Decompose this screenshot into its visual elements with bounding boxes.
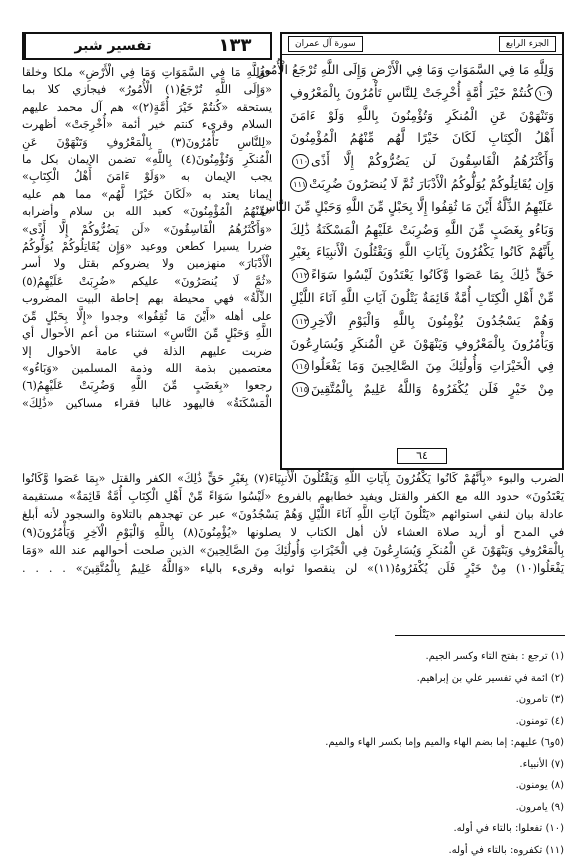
quran-line: وَإِن يُقَاتِلُوكُمْ يُوَلُّوكُمُ الْأَدْبَارَ ثُمَّ لَا يُنصَرُونَ ضُرِبَتْ١١١ [290, 173, 554, 196]
tafsir-line: رجعوا «بِغَضَبٍ مِّنَ اللَّهِ وَضُرِبَتْ عَلَيْهِمُ(٦) [22, 377, 272, 394]
footnote: (٥و٦) عليهم: إما بضم الهاء والميم وإما بكسر الهاء والميم. [22, 732, 564, 754]
tafsir-line: «وَإِلَى اللَّهِ تُرْجَعُ(١) الْأُمُورُ» فيجازي كلا بما [22, 81, 272, 98]
tafsir-line: على أهله «أَيْنَ مَا ثُقِفُوا» وجدوا «إِلَّا بِحَبْلٍ مِّنَ [22, 308, 272, 325]
tafsir-line: في المدح أو أريد صلاة العشاء لأن أهل الكتاب لا يصلونها «يُؤْمِنُونَ(٨) بِاللَّهِ وَالْيَوْمِ الْآخِرِ وَيَأْمُرُونَ(٩) [22, 524, 564, 542]
quran-line: وَلِلَّهِ مَا فِي السَّمَوَاتِ وَمَا فِي الْأَرْضِ وَإِلَى اللَّهِ تُرْجَعُ الْأُمُورُ [290, 59, 554, 82]
quran-line: وَأَكْثَرُهُمُ الْفَاسِقُونَ لَن يَضُرُّوكُمْ إِلَّا أَذًى١١٠ [290, 150, 554, 173]
quran-line: وَتَنْهَوْنَ عَنِ الْمُنكَرِ وَتُؤْمِنُونَ بِاللَّهِ وَلَوْ ءَامَنَ [290, 105, 554, 128]
quran-line: عَلَيْهِمُ الذِّلَّةُ أَيْنَ مَا ثُقِفُوا إِلَّا بِحَبْلٍ مِّنَ اللَّهِ وَحَبْلٍ مِّنَ النَّاسِ [290, 196, 554, 219]
ayah-marker: ١١٣ [292, 314, 309, 329]
tafsir-line: ضربت عليهم الذلة في عامة الأحوال إلا [22, 343, 272, 360]
tafsir-continuation [22, 470, 564, 578]
footnote: (٣) تامرون. [22, 689, 564, 711]
footnote-divider [395, 635, 565, 636]
surah-label: سورة آل عمران [288, 36, 363, 52]
footnote: (١٠) تفعلوا: بالتاء في أوله. [22, 818, 564, 840]
tafsir-line: ضررا يسيرا كطعن ووعيد «وَإِن يُقَاتِلُوكُمْ يُوَلُّوكُمُ [22, 238, 272, 255]
quran-panel [280, 32, 564, 470]
footnote: (٢) ائمة في تفسير علي بن إبراهيم. [22, 668, 564, 690]
page-number: ١٣٣ [200, 34, 270, 58]
tafsir-line: الضرب والبوء «بِأَنَّهُمْ كَانُوا يَكْفُرُونَ بِآيَاتِ اللَّهِ وَيَقْتُلُونَ الْأَنبِيَاءَ(٧) بِغَيْرِ حَقٍّ ذَٰلِكَ» الكفر والقتل «بِمَا عَصَوا وَّكَانُوا [22, 470, 564, 488]
tafsir-line: «ثُمَّ لَا يُنصَرُونَ» عليكم «ضُرِبَتْ عَلَيْهِمُ(٥) [22, 273, 272, 290]
footnote: (١١) تكفروه: بالتاء في أوله. [22, 840, 564, 861]
ayah-marker: ١٠٩ [535, 86, 552, 101]
quran-line: أَهْلُ الْكِتَابِ لَكَانَ خَيْرًا لَّهُم مِّنْهُمُ الْمُؤْمِنُونَ [290, 127, 554, 150]
footnote: (١) ترجع : بفتح التاء وكسر الجيم. [22, 646, 564, 668]
footnote: (٩) يامرون. [22, 797, 564, 819]
page-header [22, 32, 272, 60]
footnote: (٧) الأنبياء. [22, 754, 564, 776]
tafsir-line: يَعْتَدُونَ» حدود الله مع الكفر والقتل ويفيد خطابهم بالفروع «لَيْسُوا سَوَاءً مِّنْ أَهْلِ الْكِتَابِ أُمَّةٌ قَائِمَةٌ» مستقيمة [22, 488, 564, 506]
tafsir-line: يَفْعَلُوا(١٠) مِنْ خَيْرٍ فَلَن يُكْفَرُوهُ(١١)» لن ينقصوا ثوابه وقرىء بالياء «وَاللَّهُ عَلِيمٌ بِالْمُتَّقِينَ» . . . . [22, 560, 564, 578]
quran-line: حَقٍّ ذَٰلِكَ بِمَا عَصَوا وَّكَانُوا يَعْتَدُونَ لَيْسُوا سَوَاءً١١٢ [290, 264, 554, 287]
tafsir-line: بِالْمَعْرُوفِ وَيَنْهَوْنَ عَنِ الْمُنكَرِ وَيُسَارِعُونَ فِي الْخَيْرَاتِ وَأُولَٰئِكَ مِنَ الصَّالِحِينَ» الذين صلحت أحوالهم عند الله «وَمَا [22, 542, 564, 560]
tafsir-line: «مِّنْهُمُ الْمُؤْمِنُونَ» كعبد الله بن سلام وأضرابه [22, 203, 272, 220]
quran-line: وَهُمْ يَسْجُدُونَ يُؤْمِنُونَ بِاللَّهِ وَالْيَوْمِ الْآخِرِ١١٣ [290, 310, 554, 333]
tafsir-line: الْأَدْبَارَ» منهزمين ولا يضروكم بقتل ولا أسر [22, 255, 272, 272]
ayah-marker: ١١٤ [292, 359, 309, 374]
tafsir-line: الذِّلَّةُ» فهي محيطة بهم إحاطة البيت المضروب [22, 290, 272, 307]
tafsir-line: السلام وقرىء كنتم خير أئمة «أُخْرِجَتْ» أظهرت [22, 116, 272, 133]
footnote: (٨) يومنون. [22, 775, 564, 797]
tafsir-line: إيمانا يعتد به «لَكَانَ خَيْرًا لَّهُم» مما هم عليه [22, 186, 272, 203]
ayah-marker: ١١٥ [292, 382, 309, 397]
quran-text [282, 55, 562, 401]
ayah-marker: ١١٠ [292, 154, 309, 169]
tafsir-line: «وَأَكْثَرُهُمُ الْفَاسِقُونَ» «لَن يَضُرُّوكُمْ إِلَّا أَذًى» [22, 221, 272, 238]
quran-line: بِأَنَّهُمْ كَانُوا يَكْفُرُونَ بِآيَاتِ اللَّهِ وَيَقْتُلُونَ الْأَنبِيَاءَ بِغَيْرِ [290, 241, 554, 264]
quran-line: وَيَأْمُرُونَ بِالْمَعْرُوفِ وَيَنْهَوْنَ عَنِ الْمُنكَرِ وَيُسَارِعُونَ [290, 333, 554, 356]
quran-page-number: ٦٤ [397, 448, 447, 464]
ayah-marker: ١١٢ [292, 268, 309, 283]
book-title: تفسير شبر [24, 34, 200, 58]
tafsir-line: يستحقه «كُنتُمْ خَيْرَ أُمَّةٍ(٢)» هم آل محمد عليهم [22, 99, 272, 116]
tafsir-line: الْمَسْكَنَةُ» فاليهود غالبا فقراء مساكين «ذَٰلِكَ» [22, 395, 272, 412]
tafsir-line: «لِلنَّاسِ تَأْمُرُونَ(٣) بِالْمَعْرُوفِ وَتَنْهَوْنَ عَنِ [22, 134, 272, 151]
quran-line: وَبَاءُو بِغَضَبٍ مِّنَ اللَّهِ وَضُرِبَتْ عَلَيْهِمُ الْمَسْكَنَةُ ذَٰلِكَ [290, 219, 554, 242]
quran-panel-header [282, 34, 562, 55]
juz-label: الجزء الرابع [499, 36, 556, 52]
quran-line: ١٠٩كُنتُمْ خَيْرَ أُمَّةٍ أُخْرِجَتْ لِلنَّاسِ تَأْمُرُونَ بِالْمَعْرُوفِ [290, 82, 554, 105]
tafsir-line: عادلة بيان لنفي استوائهم «يَتْلُونَ آيَاتِ اللَّهِ آنَاءَ اللَّيْلِ وَهُمْ يَسْجُدُونَ» عبر عن تهجدهم بالتلاوة والسجود لأنه أبلغ [22, 506, 564, 524]
tafsir-line: اللَّهِ وَحَبْلٍ مِّنَ النَّاسِ» استثناء من أعم الأحوال أي [22, 325, 272, 342]
tafsir-column [22, 64, 272, 412]
tafsir-line: الْمُنكَرِ وَتُؤْمِنُونَ(٤) بِاللَّهِ» تضمن الإيمان بكل ما [22, 151, 272, 168]
quran-line: فِي الْخَيْرَاتِ وَأُولَٰئِكَ مِنَ الصَّالِحِينَ وَمَا يَفْعَلُوا١١٤ [290, 355, 554, 378]
footnote: (٤) تومنون. [22, 711, 564, 733]
footnotes [22, 646, 564, 861]
tafsir-line: يجب الإيمان به «وَلَوْ ءَامَنَ أَهْلُ الْكِتَابِ» [22, 168, 272, 185]
tafsir-line: معتصمين بذمة الله وذمة المسلمين «وَبَاءُو» [22, 360, 272, 377]
ayah-marker: ١١١ [290, 177, 307, 192]
tafsir-line: «وَلِلَّهِ مَا فِي السَّمَوَاتِ وَمَا فِي الْأَرْضِ» ملكا وخلقا [22, 64, 272, 81]
quran-line: مِنْ خَيْرٍ فَلَن يُكْفَرُوهُ وَاللَّهُ عَلِيمٌ بِالْمُتَّقِينَ١١٥ [290, 378, 554, 401]
quran-line: مِّنْ أَهْلِ الْكِتَابِ أُمَّةٌ قَائِمَةٌ يَتْلُونَ آيَاتِ اللَّهِ آنَاءَ اللَّيْلِ [290, 287, 554, 310]
